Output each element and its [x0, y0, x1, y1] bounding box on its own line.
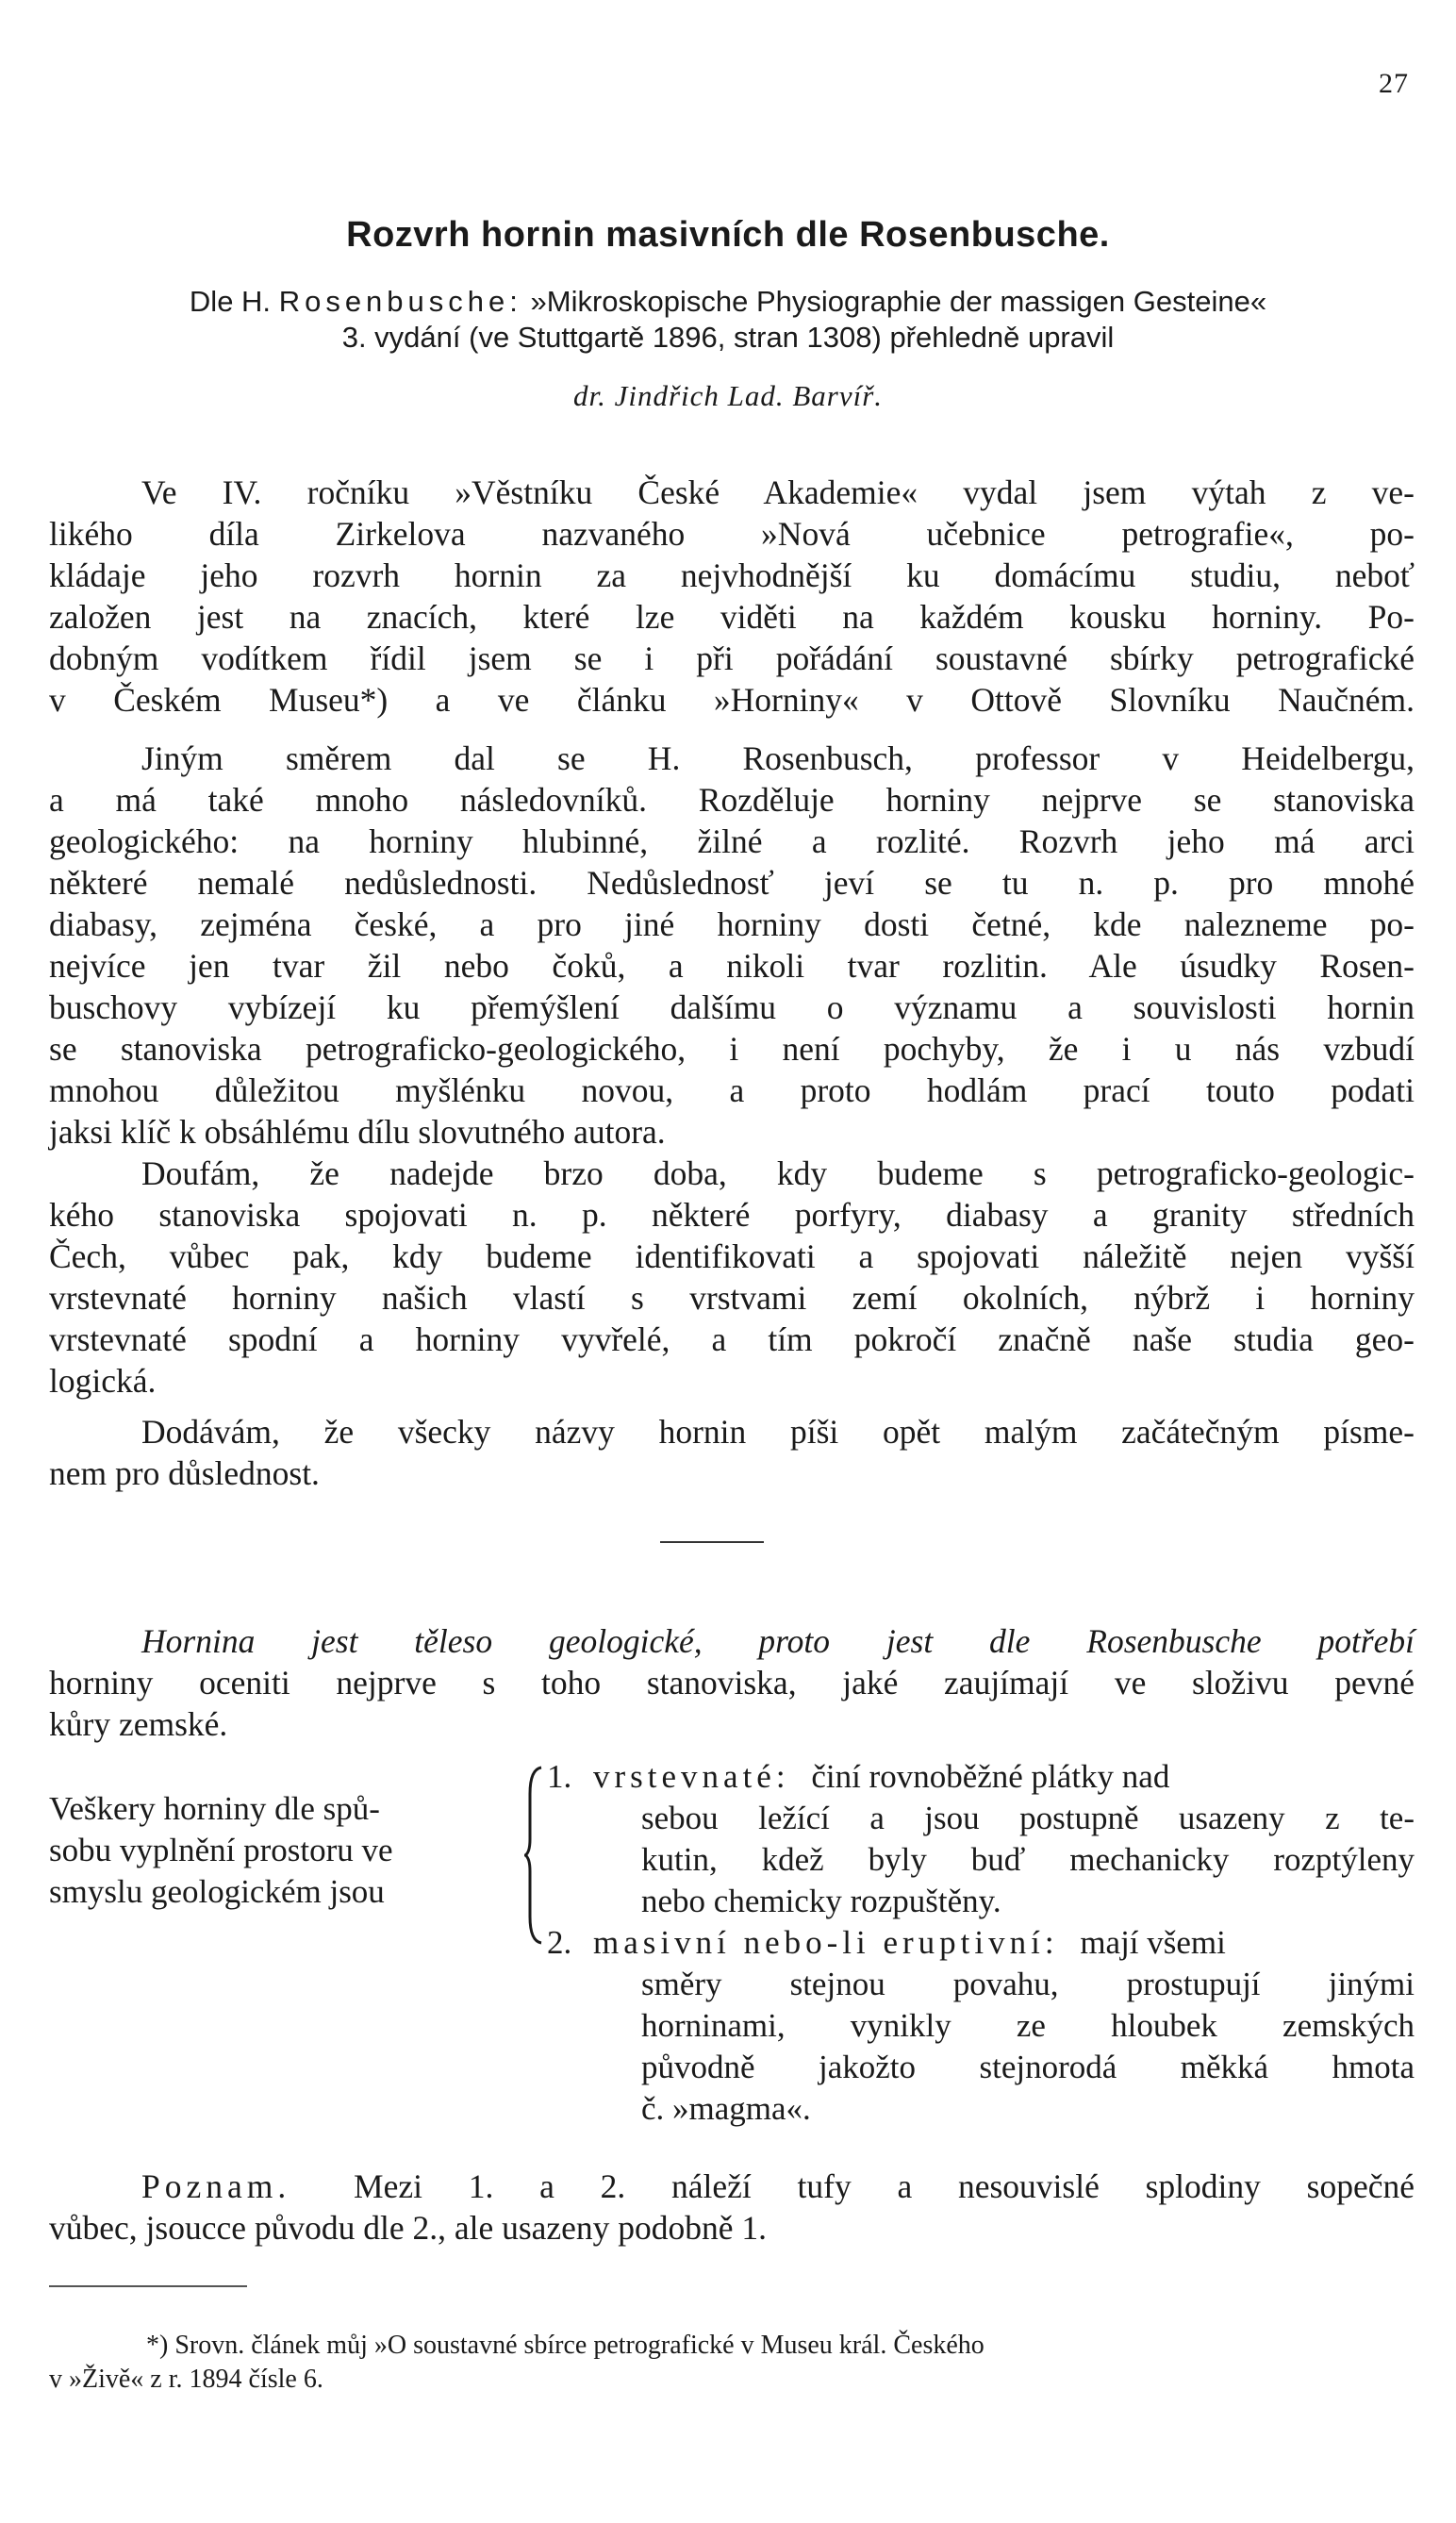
classification-text-line: směry stejnou povahu, prostupují jinými [641, 1966, 1415, 2002]
text-line: v Českém Museu*) a ve článku »Horniny« v Ottově Slovníku Naučném. [49, 681, 1415, 719]
footnote-rule [49, 2285, 247, 2287]
note-label: Poznam. [141, 2167, 291, 2205]
text-line: logická. [49, 1362, 157, 1400]
text-line: vrstevnaté spodní a horniny vyvřelé, a tím pokročí značně naše studia geo- [49, 1320, 1415, 1358]
text-line: založen jest na znacích, které lze viděti na každém kousku horniny. Po- [49, 598, 1415, 636]
text-line: likého díla Zirkelova nazvaného »Nová učebnice petrografie«, po- [49, 515, 1415, 553]
text-line: a má také mnoho následovníků. Rozděluje horniny nejprve se stanoviska [49, 781, 1415, 819]
text-line: kého stanoviska spojovati n. p. některé porfyry, diabasy a granity středních [49, 1196, 1415, 1234]
classification-label-line: sobu vyplnění prostoru ve [49, 1832, 393, 1868]
author-signature: dr. Jindřich Lad. Barvíř. [572, 379, 884, 412]
text-line: nejvíce jen tvar žil nebo čoků, a nikoli tvar rozlitin. Ale úsudky Rosen- [49, 947, 1415, 985]
text-line: horniny oceniti nejprve s toho stanoviska, jaké zaujímají ve složivu pevné [49, 1664, 1415, 1701]
classification-text-line: č. »magma«. [641, 2090, 811, 2127]
note-line-2: vůbec, jsoucce původu dle 2., ale usazeny podobně 1. [49, 2209, 768, 2247]
source-prefix: Dle H. [189, 285, 272, 318]
text-line: jaksi klíč k obsáhlému dílu slovutného autora. [49, 1113, 666, 1151]
text-line: Dodávám, že všecky názvy hornin píši opět malým začátečným písme- [141, 1413, 1415, 1451]
page-title: Rozvrh hornin masivních dle Rosenbusche. [346, 215, 1110, 255]
footnote-line: *) Srovn. článek můj »O soustavné sbírce petrografické v Museu král. Českého [146, 2331, 984, 2360]
item-number: 1. [547, 1758, 572, 1795]
text-line: Ve IV. ročníku »Věstníku České Akademie« vydal jsem výtah z ve- [141, 473, 1415, 511]
text-line: nem pro důslednost. [49, 1454, 320, 1492]
text-line: Čech, vůbec pak, kdy budeme identifikovati a spojovati náležitě nejen vyšší [49, 1237, 1415, 1275]
item-text: mají všemi [1080, 1924, 1226, 1961]
item-term: vrstevnaté: [593, 1758, 790, 1795]
classification-text-line: sebou ležící a jsou postupně usazeny z te- [641, 1800, 1415, 1836]
classification-item-2 [547, 1922, 1226, 1964]
text-line: geologického: na horniny hlubinné, žilné a rozlité. Rozvrh jeho má arci [49, 822, 1415, 860]
source-name-spaced: Rosenbusche: [278, 285, 522, 318]
note-line-1 [141, 2166, 1415, 2207]
note-text: Mezi 1. a 2. náleží tufy a nesouvislé splodiny sopečné [354, 2167, 1415, 2205]
source-line-1 [0, 285, 1456, 319]
text-line: mnohou důležitou myšlénku novou, a proto hodlám prací touto podati [49, 1071, 1415, 1109]
item-text: činí rovnoběžné plátky nad [811, 1758, 1170, 1795]
classification-text-line: původně jakožto stejnorodá měkká hmota [641, 2049, 1415, 2085]
text-line: vrstevnaté horniny našich vlastí s vrstvami zemí okolních, nýbrž i horniny [49, 1279, 1415, 1317]
text-line: kládaje jeho rozvrh hornin za nejvhodnější ku domácímu studiu, neboť [49, 556, 1415, 594]
item-term: masivní nebo-li eruptivní: [593, 1924, 1059, 1961]
page-number: 27 [1379, 68, 1409, 99]
brace-icon [524, 1766, 545, 1945]
text-line: Hornina jest těleso geologické, proto jest dle Rosenbusche potřebí [141, 1622, 1415, 1660]
classification-text-line: horninami, vynikly ze hloubek zemských [641, 2007, 1415, 2044]
text-line: Doufám, že nadejde brzo doba, kdy budeme s petrograficko-geologic- [141, 1154, 1415, 1192]
text-line: některé nemalé nedůslednosti. Nedůslednosť jeví se tu n. p. pro mnohé [49, 864, 1415, 902]
source-line-2: 3. vydání (ve Stuttgartě 1896, stran 1308) přehledně upravil [341, 321, 1115, 354]
text-line: se stanoviska petrograficko-geologického, i není pochyby, že i u nás vzbudí [49, 1030, 1415, 1068]
item-number: 2. [547, 1924, 572, 1961]
classification-item-1 [547, 1756, 1169, 1798]
text-line: diabasy, zejména české, a pro jiné horniny dosti četné, kde nalezneme po- [49, 905, 1415, 943]
classification-label-line: Veškery horniny dle spů- [49, 1790, 380, 1827]
classification-text-line: kutin, kdež byly buď mechanicky rozptýleny [641, 1841, 1415, 1878]
section-divider [660, 1541, 764, 1543]
text-line: kůry zemské. [49, 1705, 228, 1743]
footnote-line: v »Živě« z r. 1894 čísle 6. [49, 2365, 323, 2394]
classification-text-line: nebo chemicky rozpuštěny. [641, 1883, 1001, 1919]
source-book-title: »Mikroskopische Physiographie der massigen Gesteine« [530, 285, 1267, 318]
text-line: Jiným směrem dal se H. Rosenbusch, professor v Heidelbergu, [141, 739, 1415, 777]
text-line: dobným vodítkem řídil jsem se i při pořádání soustavné sbírky petrografické [49, 639, 1415, 677]
classification-label-line: smyslu geologickém jsou [49, 1873, 385, 1910]
text-line: buschovy vybízejí ku přemýšlení dalšímu o významu a souvislosti hornin [49, 988, 1415, 1026]
